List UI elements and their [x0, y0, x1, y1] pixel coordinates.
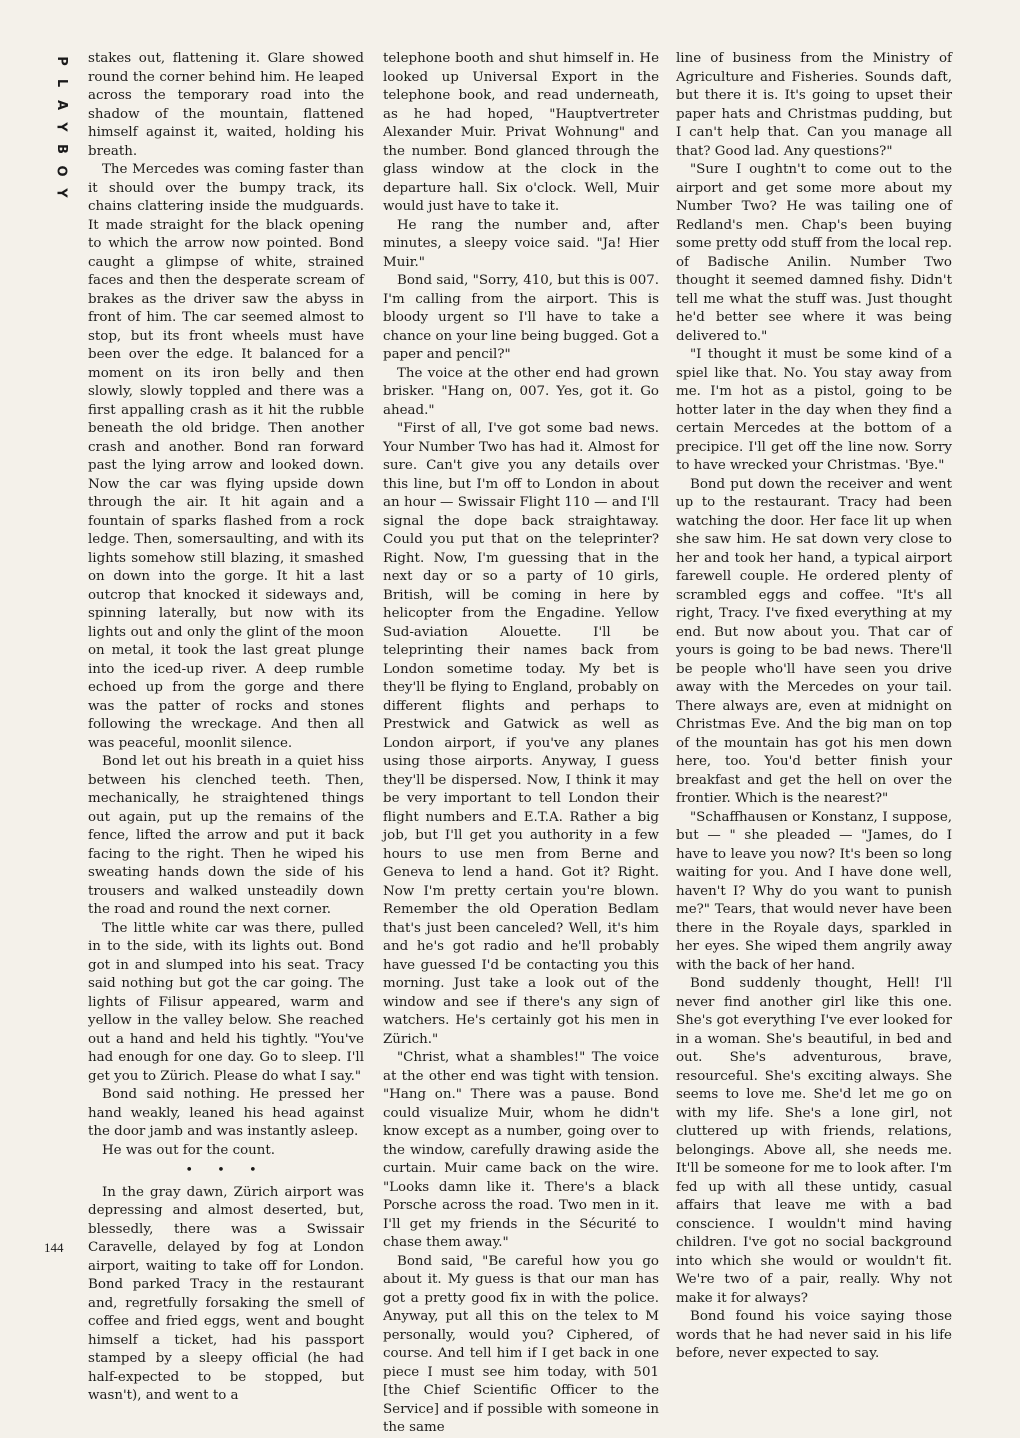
paragraph: Bond said nothing. He pressed her hand weakly, leaned his head against the door jamb and was instantly asleep. — [88, 1087, 364, 1139]
paragraph: In the gray dawn, Zürich airport was depressing and almost deserted, but, blessedly, there was a Swissair Caravelle, delayed by fog at London airport, waiting to take off for London. Bond parked Tracy in the restaurant and, regretfully forsaking the smell of coffee and fried eggs, went and bought himself a ticket, had his passport stamped by a sleepy official (he had half-expected to be stopped, but wasn't), and went to a — [88, 1184, 364, 1403]
paragraph: telephone booth and shut himself in. He looked up Universal Export in the telephone book, and read underneath, as he had hoped, "Hauptvertreter Alexander Muir. Privat Wohnung" and the number. Bond glanced through the glass window at the clock in the departure hall. Six o'clock. Well, Muir would just have to take it. — [383, 51, 659, 214]
paragraph: Bond said, "Be careful how you go about it. My guess is that our man has got a pretty good fix in with the police. Anyway, put all this on the telex to M personally, would you? Ciphered, of course. And tell him if I get back in one piece I must see him today, with 501 [the Chief Scientific Officer to the Service] and if possible with someone in the same — [383, 1253, 659, 1435]
paragraph: He rang the number and, after minutes, a sleepy voice said. "Ja! Hier Muir." — [383, 217, 659, 270]
text-column-3 — [676, 50, 952, 1364]
magazine-letter: Y — [53, 188, 69, 198]
magazine-letter: Y — [53, 122, 69, 132]
paragraph: "I thought it must be some kind of a spiel like that. No. You stay away from me. I'm hot as a pistol, going to be hotter later in the day when they find a certain Mercedes at the bottom of a precipice. I'll get off the line now. Sorry to have wrecked your Christmas. 'Bye." — [676, 347, 952, 473]
magazine-name-vertical — [52, 50, 70, 204]
paragraph: Bond said, "Sorry, 410, but this is 007. I'm calling from the airport. This is bloody urgent so I'll have to take a chance on your line being bugged. Got a paper and pencil?" — [383, 273, 659, 362]
paragraph: Bond let out his breath in a quiet hiss between his clenched teeth. Then, mechanically, he straightened things out again, put up the remains of the fence, lifted the arrow and put it back facing to the right. Then he wiped his sweating hands down the side of his trousers and walked unsteadily down the road and round the next corner. — [88, 754, 364, 917]
paragraph: "Sure I oughtn't to come out to the airport and get some more about my Number Two? He was tailing one of Redland's men. Chap's been buying some pretty odd stuff from the local rep. of Badische Anilin. Number Two thought it seemed damned fishy. Didn't tell me what the stuff was. Just thought he'd better see where it was being delivered to." — [676, 162, 952, 344]
paragraph: Bond suddenly thought, Hell! I'll never find another girl like this one. She's got everything I've ever looked for in a woman. She's beautiful, in bed and out. She's adventurous, brave, resourceful. She's exciting always. She seems to love me. She'd let me go on with my life. She's a lone girl, not cluttered up with friends, relations, belongings. Above all, she needs me. It'll be someone for me to look after. I'm fed up with all these untidy, casual affairs that leave me with a bad conscience. I wouldn't mind having children. I've got no social background into which she would or wouldn't fit. We're two of a pair, really. Why not make it for always? — [676, 976, 952, 1306]
section-divider: • • • — [185, 1163, 267, 1178]
magazine-letter: A — [54, 99, 69, 111]
page-number: 144 — [44, 1240, 64, 1255]
magazine-letter: L — [53, 78, 69, 88]
magazine-letter: B — [53, 144, 69, 154]
text-column-1 — [88, 50, 364, 1406]
magazine-letter: O — [54, 165, 69, 177]
paragraph: "Christ, what a shambles!" The voice at the other end was tight with tension. "Hang on." There was a pause. Bond could visualize Muir, whom he didn't know except as a number, going over to the window, carefully drawing aside the curtain. Muir came back on the wire. "Looks damn like it. There's a black Porsche across the road. Two men in it. I'll get my friends in the Sécurité to chase them away." — [383, 1050, 659, 1250]
paragraph: Bond found his voice saying those words that he had never said in his life before, never expected to say. — [676, 1309, 952, 1361]
paragraph: "Schaffhausen or Konstanz, I suppose, but — " she pleaded — "James, do I have to leave you now? It's been so long waiting for you. And I have done well, haven't I? Why do you want to punish me?" Tears, that would never have been there in the Royale days, sparkled in her eyes. She wiped them angrily away with the back of her hand. — [676, 809, 952, 973]
paragraph: "First of all, I've got some bad news. Your Number Two has had it. Almost for sure. Can't give you any details over this line, but I'm off to London in about an hour — Swissair Flight 110 — and I'll signal the dope back straightaway. Could you put that on the teleprinter? Right. Now, I'm guessing that in the next day or so a party of 10 girls, British, will be coming in here by helicopter from the Engadine. Yellow Sud-aviation Alouette. I'll be teleprinting their names back from London sometime today. My bet is they'll be flying to England, probably on different flights and perhaps to Prestwick and Gatwick as well as London airport, if you've any planes using those airports. Anyway, I guess they'll be dispersed. Now, I think it may be very important to tell London their flight numbers and E.T.A. Rather a big job, but I'll get you authority in a few hours to use men from Berne and Geneva to lend a hand. Got it? Right. Now I'm pretty certain you're blown. Remember the old Operation Bedlam that's just been canceled? Well, it's him and he's got radio and he'll probably have guessed I'd be contacting you this morning. Just take a look out of the window and see if there's any sign of watchers. He's certainly got his men in Zürich." — [383, 421, 659, 1047]
paragraph: The voice at the other end had grown brisker. "Hang on, 007. Yes, got it. Go ahead." — [383, 365, 659, 418]
paragraph: stakes out, flattening it. Glare showed round the corner behind him. He leaped across the temporary road into the shadow of the mountain, flattened himself against it, waited, holding his breath. — [88, 51, 364, 159]
paragraph: He was out for the count. — [102, 1142, 276, 1158]
text-column-2 — [383, 50, 659, 1438]
paragraph: The Mercedes was coming faster than it should over the bumpy track, its chains clattering inside the mudguards. It made straight for the black opening to which the arrow now pointed. Bond caught a glimpse of white, strained faces and then the desperate scream of brakes as the driver saw the abyss in front of him. The car seemed almost to stop, but its front wheels must have been over the edge. It balanced for a moment on its iron belly and then slowly, slowly toppled and there was a first appalling crash as it hit the rubble beneath the old bridge. Then another crash and another. Bond ran forward past the lying arrow and looked down. Now the car was flying upside down through the air. It hit again and a fountain of sparks flashed from a rock ledge. Then, somersaulting, and with its lights somehow still blazing, it smashed on down into the gorge. It hit a last outcrop that knocked it sideways and, spinning laterally, but now with its lights out and only the glint of the moon on metal, it took the last great plunge into the iced-up river. A deep rumble echoed up from the gorge and there was the patter of rocks and stones following the wreckage. And then all was peaceful, moonlit silence. — [88, 162, 364, 751]
paragraph: The little white car was there, pulled in to the side, with its lights out. Bond got in and slumped into his seat. Tracy said nothing but got the car going. The lights of Filisur appeared, warm and yellow in the valley below. She reached out a hand and held his tightly. "You've had enough for one day. Go to sleep. I'll get you to Zürich. Please do what I say." — [88, 920, 364, 1084]
paragraph: Bond put down the receiver and went up to the restaurant. Tracy had been watching the door. Her face lit up when she saw him. He sat down very close to her and took her hand, a typical airport farewell couple. He ordered plenty of scrambled eggs and coffee. "It's all right, Tracy. I've fixed everything at my end. But now about you. That car of yours is going to be bad news. There'll be people who'll have seen you drive away with the Mercedes on your tail. There always are, even at midnight on Christmas Eve. And the big man on top of the mountain has got his men down here, too. You'd better finish your breakfast and get the hell on over the frontier. Which is the nearest?" — [676, 476, 952, 806]
magazine-letter: P — [54, 56, 69, 66]
paragraph: line of business from the Ministry of Agriculture and Fisheries. Sounds daft, but there it is. It's going to upset their paper hats and Christmas pudding, but I can't help that. Can you manage all that? Good lad. Any questions?" — [676, 51, 952, 159]
